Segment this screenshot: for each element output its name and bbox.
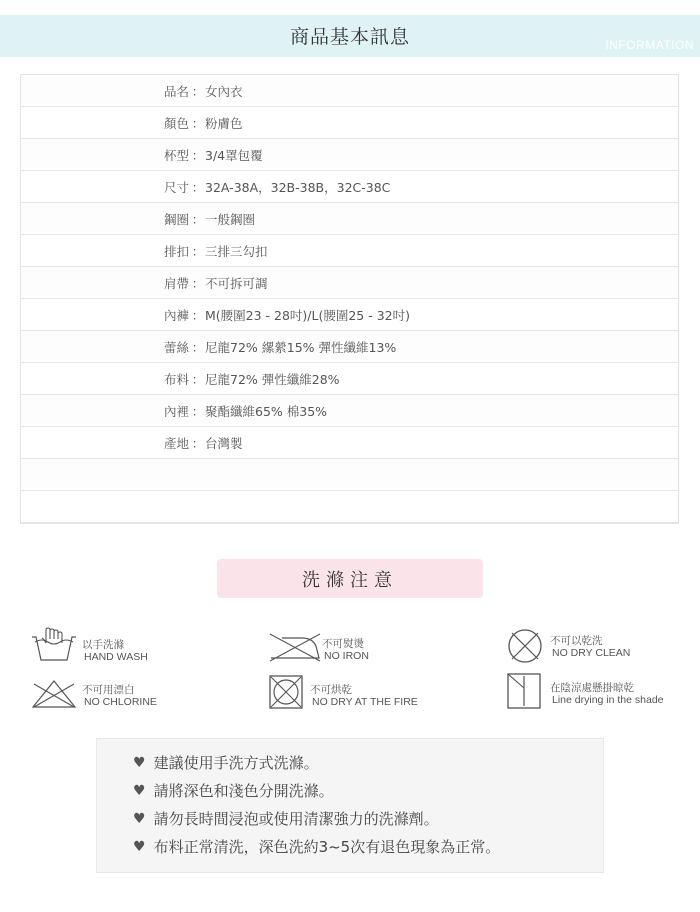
- spec-row-straps: [21, 267, 678, 299]
- spec-value: 不可拆可調: [205, 275, 268, 291]
- spec-separator: ：: [191, 403, 205, 419]
- hand-wash-icon: [30, 625, 78, 663]
- spec-label: 蕾絲: [163, 339, 189, 355]
- spec-value: 三排三勾扣: [205, 243, 268, 259]
- spec-separator: ：: [191, 339, 205, 355]
- care-label-en: HAND WASH: [84, 651, 148, 663]
- care-note: [133, 780, 334, 801]
- care-notes-box: [96, 738, 604, 873]
- spec-separator: ：: [191, 435, 205, 451]
- section-subtitle: INFORMATION: [605, 38, 694, 52]
- spec-value: 台灣製: [205, 435, 243, 451]
- spec-label: 品名: [163, 83, 189, 99]
- care-label-zh: 不可烘乾: [310, 684, 352, 696]
- line-dry-shade-icon: [506, 672, 542, 710]
- spec-value: M(腰圍23 - 28吋)/L(腰圍25 - 32吋): [205, 307, 411, 323]
- care-note-text: 布料正常清洗，深色洗約3~5次有退色現象為正常。: [153, 838, 501, 856]
- care-item-hand-wash: [30, 625, 210, 665]
- care-label-en: NO CHLORINE: [84, 696, 157, 708]
- spec-row-lace: [21, 331, 678, 363]
- spec-separator: ：: [191, 211, 205, 227]
- care-label-zh: 不可用漂白: [82, 684, 135, 696]
- spec-label: 布料: [163, 371, 189, 387]
- care-label-en: Line drying in the shade: [552, 694, 664, 706]
- care-item-no-tumble-dry: [268, 674, 448, 714]
- spec-label: 顏色: [163, 115, 189, 131]
- spec-separator: ：: [191, 115, 205, 131]
- spec-separator: ：: [191, 147, 205, 163]
- spec-label: 杯型: [163, 147, 189, 163]
- heart-icon: ♥: [133, 782, 146, 799]
- care-note: [133, 808, 439, 829]
- spec-row-empty: [21, 491, 678, 523]
- care-item-no-chlorine: [30, 678, 210, 714]
- spec-row-panty: [21, 299, 678, 331]
- spec-label: 產地: [163, 435, 189, 451]
- spec-value: 尼龍72% 彈性纖維28%: [205, 371, 340, 387]
- no-tumble-dry-icon: [268, 674, 304, 710]
- spec-row-size: [21, 171, 678, 203]
- spec-table: [20, 74, 679, 524]
- no-chlorine-icon: [30, 678, 78, 710]
- spec-row-origin: [21, 427, 678, 459]
- spec-label: 尺寸: [163, 179, 189, 195]
- care-title: 洗滌注意: [302, 569, 398, 591]
- care-label-zh: 不可以乾洗: [550, 635, 603, 647]
- spec-separator: ：: [191, 83, 205, 99]
- spec-label: 鋼圈: [163, 211, 189, 227]
- spec-value: 聚酯纖維65% 棉35%: [205, 403, 328, 419]
- spec-value: 32A-38A，32B-38B，32C-38C: [205, 179, 391, 195]
- heart-icon: ♥: [133, 754, 146, 771]
- heart-icon: ♥: [133, 810, 146, 827]
- no-dry-clean-icon: [506, 627, 544, 665]
- spec-value: 3/4罩包覆: [205, 147, 263, 163]
- care-label-zh: 以手洗滌: [82, 639, 124, 651]
- spec-label: 內裡: [163, 403, 189, 419]
- spec-row-fabric: [21, 363, 678, 395]
- spec-label: 肩帶: [163, 275, 189, 291]
- spec-separator: ：: [191, 275, 205, 291]
- spec-separator: ：: [191, 179, 205, 195]
- spec-row-empty: [21, 459, 678, 491]
- care-note-text: 建議使用手洗方式洗滌。: [153, 754, 319, 772]
- care-note-text: 請勿長時間浸泡或使用清潔強力的洗滌劑。: [153, 810, 439, 828]
- spec-label: 排扣: [163, 243, 189, 259]
- spec-row-color: [21, 107, 678, 139]
- spec-row-hooks: [21, 235, 678, 267]
- spec-value: 女內衣: [205, 83, 243, 99]
- care-item-line-dry-shade: [506, 672, 696, 712]
- care-item-no-dry-clean: [506, 627, 696, 667]
- care-note: [133, 752, 319, 773]
- care-label-en: NO IRON: [324, 650, 369, 662]
- spec-label: 內褲: [163, 307, 189, 323]
- care-label-zh: 在陰涼處懸掛晾乾: [550, 682, 634, 694]
- spec-value: 尼龍72% 縲縈15% 彈性纖維13%: [205, 339, 397, 355]
- spec-value: 粉膚色: [205, 115, 243, 131]
- spec-row-lining: [21, 395, 678, 427]
- care-label-en: NO DRY AT THE FIRE: [312, 696, 418, 708]
- spec-value: 一般鋼圈: [205, 211, 256, 227]
- heart-icon: ♥: [133, 838, 146, 855]
- spec-separator: ：: [191, 371, 205, 387]
- spec-separator: ：: [191, 243, 205, 259]
- spec-row-wire: [21, 203, 678, 235]
- spec-separator: ：: [191, 307, 205, 323]
- care-item-no-iron: [268, 632, 448, 668]
- spec-row-name: [21, 75, 678, 107]
- care-label-zh: 不可熨燙: [322, 638, 364, 650]
- no-iron-icon: [268, 632, 322, 662]
- spec-row-cup: [21, 139, 678, 171]
- care-note-text: 請將深色和淺色分開洗滌。: [153, 782, 334, 800]
- section-title: 商品基本訊息: [289, 26, 410, 48]
- care-note: [133, 836, 500, 857]
- care-title-box: [217, 559, 483, 598]
- care-label-en: NO DRY CLEAN: [552, 647, 631, 659]
